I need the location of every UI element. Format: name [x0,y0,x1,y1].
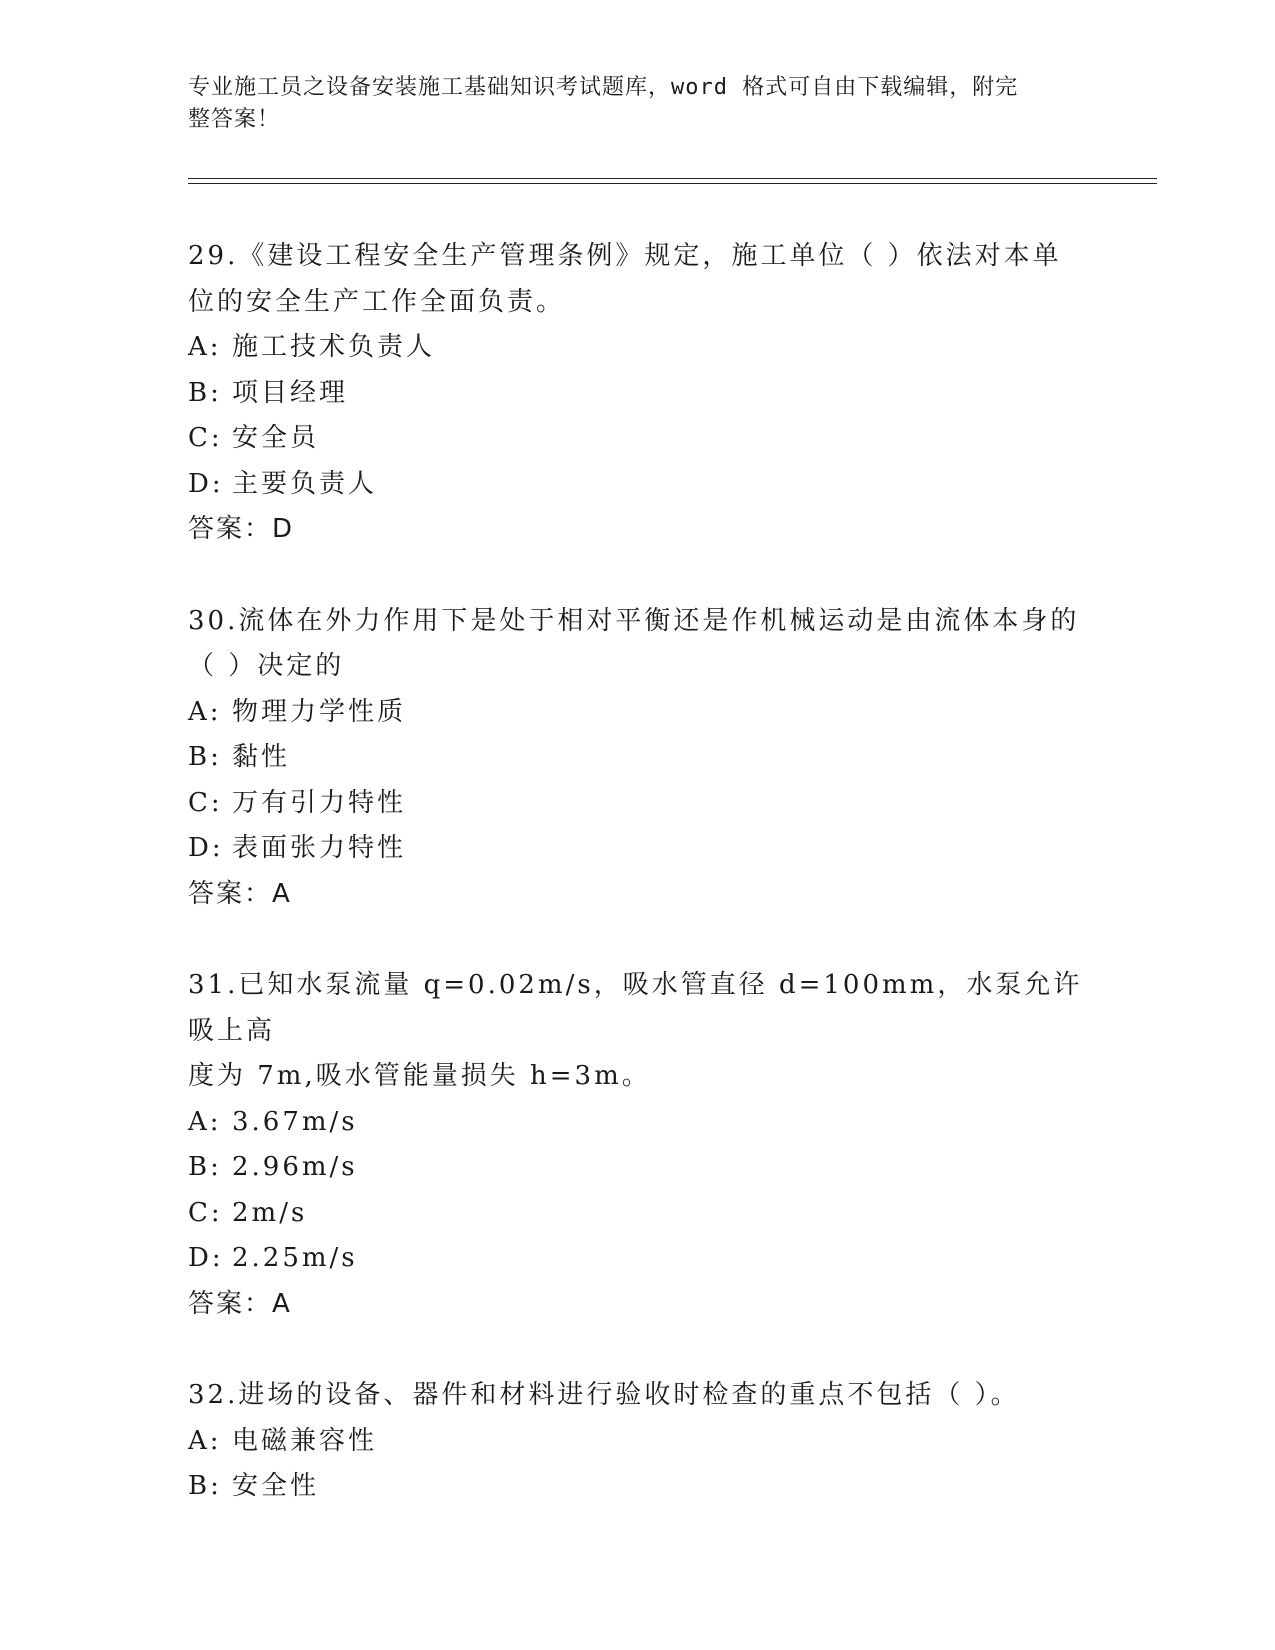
option-key: B: [188,742,222,772]
option-a [188,1419,1088,1465]
question-31 [188,963,1088,1327]
option-d [188,462,1088,508]
option-text: 施工技术负责人 [232,332,436,362]
option-b [188,735,1088,781]
header-line-1: 专业施工员之设备安装施工基础知识考试题库，word 格式可自由下载编辑，附完 [188,75,1019,100]
option-key: C: [188,787,223,818]
option-text: 项目经理 [232,377,349,408]
question-32 [188,1373,1088,1510]
document-header [188,72,1068,136]
option-text: 表面张力特性 [232,833,407,863]
option-text: 2.25m/s [232,1243,358,1273]
header-line-2: 整答案！ [188,107,281,132]
option-a [188,1100,1088,1146]
option-key: D: [188,833,224,863]
question-stem-line-1: 32.进场的设备、器件和材料进行验收时检查的重点不包括（ ）。 [188,1380,1020,1410]
option-key: B: [188,1471,222,1501]
option-text: 3.67m/s [232,1106,358,1137]
question-list [188,234,1088,1556]
question-stem-line-1: 29.《建设工程安全生产管理条例》规定，施工单位（ ）依法对本单 [188,241,1062,271]
option-b [188,1464,1088,1510]
answer-line: 答案：D [188,514,295,544]
option-a [188,325,1088,371]
option-text: 安全员 [232,423,320,453]
option-key: B: [188,1152,222,1182]
option-key: D: [188,468,224,499]
option-b [188,371,1088,417]
option-key: A: [188,696,222,727]
question-stem-line-1: 31.已知水泵流量 q=0.02m/s，吸水管直径 d=100mm，水泵允许吸上高 [188,970,1083,1046]
option-text: 物理力学性质 [232,696,407,727]
option-text: 黏性 [232,742,291,772]
option-c [188,781,1088,827]
question-stem-line-1: 30.流体在外力作用下是处于相对平衡还是作机械运动是由流体本身的 [188,605,1080,636]
option-text: 电磁兼容性 [232,1425,378,1456]
option-text: 2.96m/s [232,1152,358,1182]
answer-line: 答案：A [188,878,292,909]
question-stem-line-2: （ ）决定的 [188,651,345,681]
question-stem-line-2: 度为 7m,吸水管能量损失 h=3m。 [188,1061,651,1091]
option-text: 万有引力特性 [232,787,407,818]
question-29 [188,234,1088,553]
option-b [188,1145,1088,1191]
option-d [188,1236,1088,1282]
option-d [188,826,1088,872]
option-text: 主要负责人 [232,468,378,499]
option-c [188,1191,1088,1237]
option-text: 安全性 [232,1471,320,1501]
option-key: C: [188,423,223,453]
header-rule-bottom [188,183,1157,184]
option-key: A: [188,332,222,362]
option-key: D: [188,1243,224,1273]
option-key: B: [188,377,222,408]
option-text: 2m/s [232,1197,308,1228]
header-rule-top [188,178,1157,179]
option-key: C: [188,1197,223,1228]
answer-line: 答案：A [188,1288,292,1319]
option-c [188,416,1088,462]
option-key: A: [188,1106,222,1137]
option-key: A: [188,1425,222,1456]
option-a [188,690,1088,736]
question-30 [188,599,1088,918]
question-stem-line-2: 位的安全生产工作全面负责。 [188,286,566,317]
